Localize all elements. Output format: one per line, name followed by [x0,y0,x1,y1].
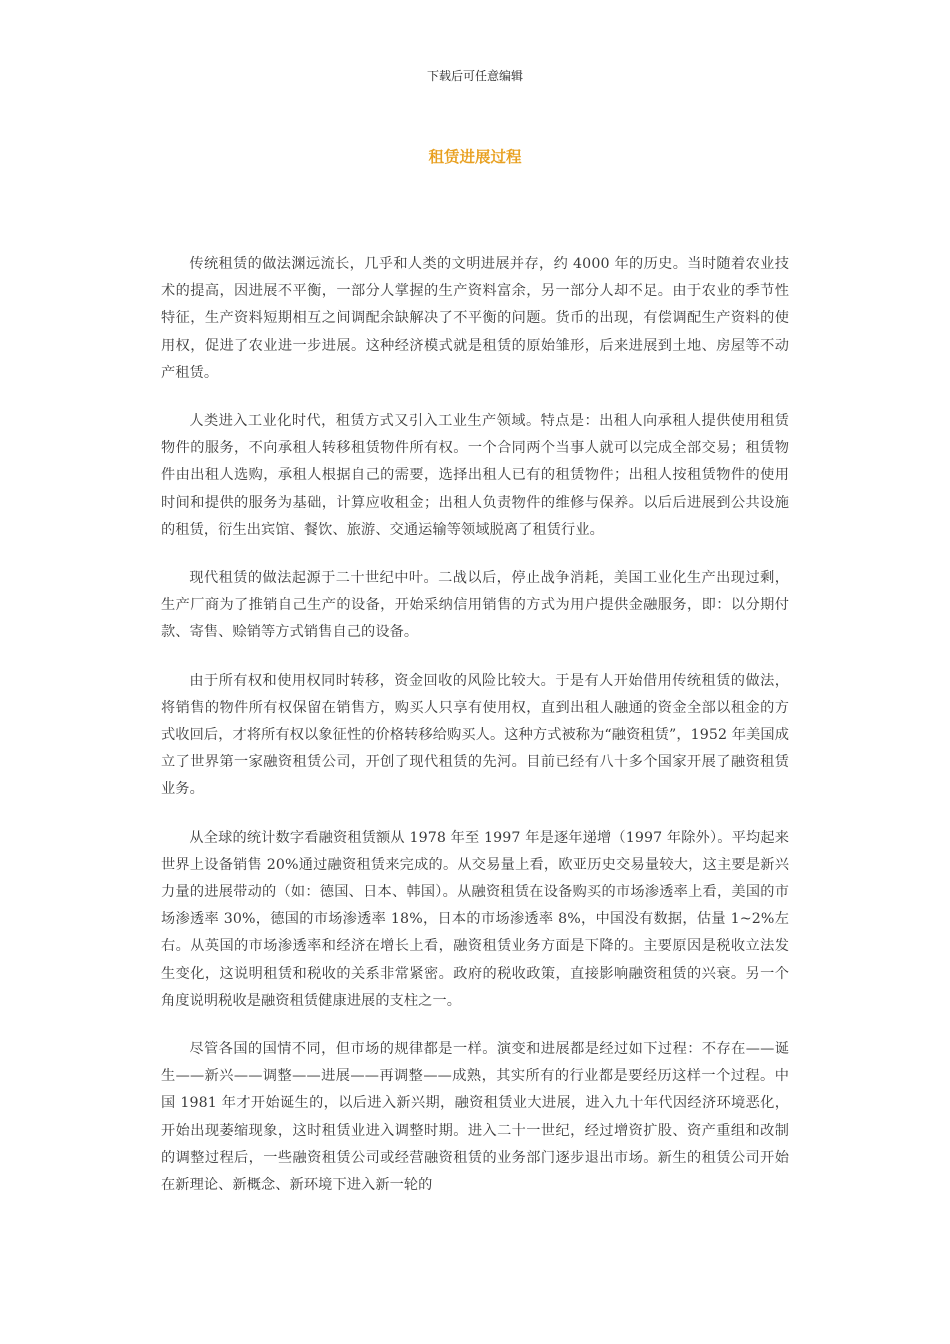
paragraph-1: 传统租赁的做法渊远流长，几乎和人类的文明进展并存，约 4000 年的历史。当时随着农业技术的提高，因进展不平衡，一部分人掌握的生产资料富余，另一部分人却不足。由于农业的季节性特征，生产资料短期相互之间调配余缺解决了不平衡的问题。货币的出现，有偿调配生产资料的使用权，促进了农业进一步进展。这种经济模式就是租赁的原始雏形，后来进展到土地、房屋等不动产租赁。 [161,256,789,381]
paragraph-4: 由于所有权和使用权同时转移，资金回收的风险比较大。于是有人开始借用传统租赁的做法，将销售的物件所有权保留在销售方，购买人只享有使用权，直到出租人融通的资金全部以租金的方式收回后，才将所有权以象征性的价格转移给购买人。这种方式被称为“融资租赁”，1952 年美国成立了世界第一家融资租赁公司，开创了现代租赁的先河。目前已经有八十多个国家开展了融资租赁业务。 [161,672,789,798]
paragraph-3: 现代租赁的做法起源于二十世纪中叶。二战以后，停止战争消耗，美国工业化生产出现过剩，生产厂商为了推销自己生产的设备，开始采纳信用销售的方式为用户提供金融服务，即：以分期付款、寄售、赊销等方式销售自己的设备。 [161,570,789,641]
document-title: 租赁进展过程 [428,148,522,166]
paragraph-5: 从全球的统计数字看融资租赁额从 1978 年至 1997 年是逐年递增（1997 年除外）。平均起来世界上设备销售 20%通过融资租赁来完成的。从交易量上看，欧亚历史交易量较大，这主要是新兴力量的进展带动的（如：德国、日本、韩国）。从融资租赁在设备购买的市场渗透率上看，美国的市场渗透率 30%，德国的市场渗透率 18%，日本的市场渗透率 8%，中国没有数据，估量 1~2%左右。从英国的市场渗透率和经济在增长上看，融资租赁业务方面是下降的。主要原因是税收立法发生变化，这说明租赁和税收的关系非常紧密。政府的税收政策，直接影响融资租赁的兴衰。另一个角度说明税收是融资租赁健康进展的支柱之一。 [161,829,789,1009]
header-note: 下载后可任意编辑 [426,69,523,83]
document-body [161,251,789,1220]
paragraph-6: 尽管各国的国情不同，但市场的规律都是一样。演变和进展都是经过如下过程：不存在——诞生——新兴——调整——进展——再调整——成熟，其实所有的行业都是要经历这样一个过程。中国 1981 年才开始诞生的，以后进入新兴期，融资租赁业大进展，进入九十年代因经济环境恶化，开始出现萎缩现象，这时租赁业进入调整时期。进入二十一世纪，经过增资扩股、资产重组和改制的调整过程后，一些融资租赁公司或经营融资租赁的业务部门逐步退出市场。新生的租赁公司开始在新理论、新概念、新环境下进入新一轮的 [161,1041,789,1194]
paragraph-2: 人类进入工业化时代，租赁方式又引入工业生产领域。特点是：出租人向承租人提供使用租赁物件的服务，不向承租人转移租赁物件所有权。一个合同两个当事人就可以完成全部交易；租赁物件由出租人选购，承租人根据自己的需要，选择出租人已有的租赁物件；出租人按租赁物件的使用时间和提供的服务为基础，计算应收租金；出租人负责物件的维修与保养。以后后进展到公共设施的租赁，衍生出宾馆、餐饮、旅游、交通运输等领域脱离了租赁行业。 [161,413,789,538]
